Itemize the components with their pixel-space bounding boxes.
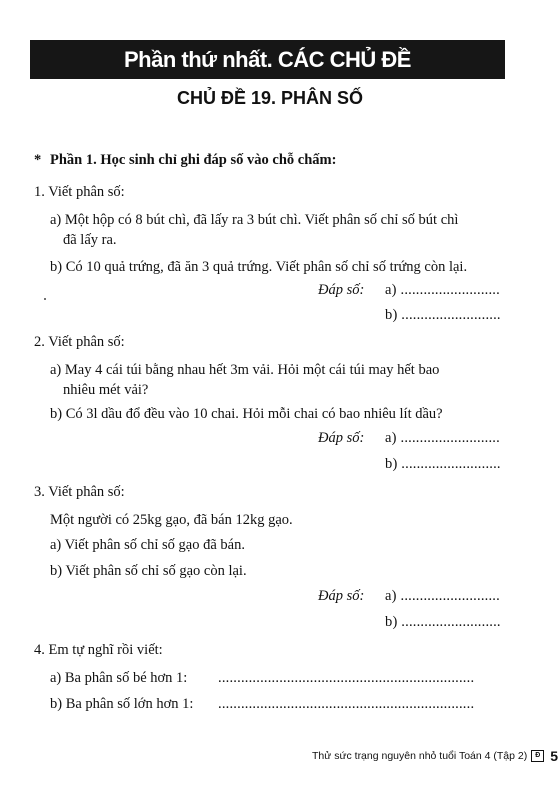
publisher-logo-icon: Đ (531, 750, 544, 762)
q4-title: 4. Em tự nghĩ rồi viết: (34, 642, 163, 658)
q4-a-dots: ................................................................... (218, 670, 475, 686)
q2-a-line2: nhiêu mét vải? (63, 382, 149, 398)
q2-answer-b: b) .......................... (385, 456, 501, 472)
scan-speck (44, 298, 46, 300)
page-number: 5 (550, 748, 558, 764)
q3-answer-label: Đáp số: (318, 588, 365, 604)
page-footer (312, 748, 558, 764)
q3-answer-a: a) .......................... (385, 588, 500, 604)
section-banner: Phần thứ nhất. CÁC CHỦ ĐỀ (30, 40, 505, 79)
q1-b: b) Có 10 quả trứng, đã ăn 3 quả trứng. Viết phân số chỉ số trứng còn lại. (50, 259, 468, 275)
q1-answer-a: a) .......................... (385, 282, 500, 298)
q1-answer-b: b) .......................... (385, 307, 501, 323)
q2-answer-a: a) .......................... (385, 430, 500, 446)
q4-a-label: a) Ba phân số bé hơn 1: (50, 670, 188, 686)
q1-title: 1. Viết phân số: (34, 184, 125, 200)
q2-answer-label: Đáp số: (318, 430, 365, 446)
part-bullet: * (34, 152, 42, 168)
q2-title: 2. Viết phân số: (34, 334, 125, 350)
q3-intro: Một người có 25kg gạo, đã bán 12kg gạo. (50, 512, 293, 528)
q3-answer-b: b) .......................... (385, 614, 501, 630)
q4-b-label: b) Ba phân số lớn hơn 1: (50, 696, 194, 712)
q3-a: a) Viết phân số chỉ số gạo đã bán. (50, 537, 245, 553)
q1-a-line2: đã lấy ra. (63, 232, 117, 248)
q2-a-line1: a) May 4 cái túi bằng nhau hết 3m vải. Hỏi một cái túi may hết bao (50, 362, 440, 378)
q1-answer-label: Đáp số: (318, 282, 365, 298)
q3-b: b) Viết phân số chỉ số gạo còn lại. (50, 563, 247, 579)
part-label: Phần 1. Học sinh chỉ ghi đáp số vào chỗ chấm: (50, 152, 337, 168)
footer-series: Thử sức trạng nguyên nhỏ tuổi Toán 4 (Tập 2) (312, 750, 528, 762)
q2-b: b) Có 3l dầu đổ đều vào 10 chai. Hỏi mỗi chai có bao nhiêu lít dầu? (50, 406, 443, 422)
q4-b-dots: ................................................................... (218, 696, 475, 712)
q3-title: 3. Viết phân số: (34, 484, 125, 500)
topic-title: CHỦ ĐỀ 19. PHÂN SỐ (176, 88, 364, 108)
q1-a-line1: a) Một hộp có 8 bút chì, đã lấy ra 3 bút chì. Viết phân số chỉ số bút chì (50, 212, 459, 228)
